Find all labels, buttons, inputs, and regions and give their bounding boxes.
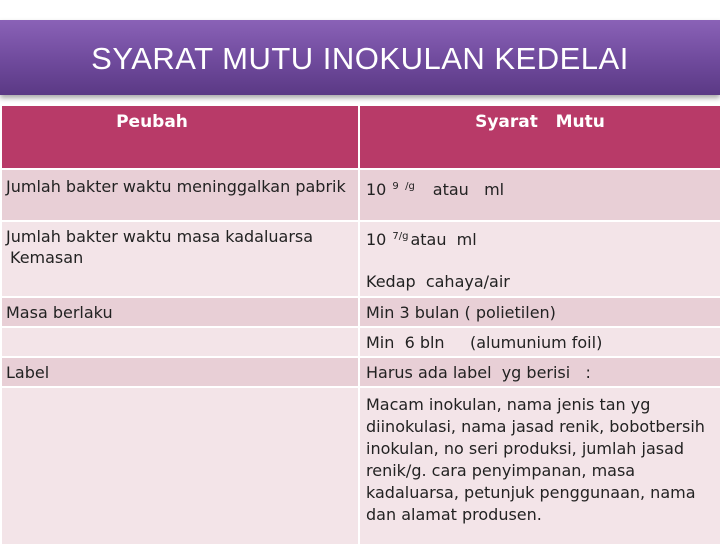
cell-syarat <box>359 221 720 297</box>
table-row <box>1 169 720 221</box>
header-peubah: Peubah <box>1 105 359 169</box>
cell-peubah <box>1 221 359 297</box>
cell-text: Jumlah bakter waktu masa kadaluarsa <box>6 227 314 246</box>
cell-text: Kedap cahaya/air <box>366 272 510 291</box>
cell-peubah: Masa berlaku <box>1 297 359 327</box>
superscript-exponent: 9 /g <box>392 181 415 192</box>
superscript-exponent: 7/g <box>392 231 409 242</box>
quality-requirements-table <box>0 104 720 546</box>
cell-text: 10 <box>366 230 387 249</box>
cell-syarat <box>359 169 720 221</box>
cell-peubah: Label <box>1 357 359 387</box>
cell-syarat: Min 3 bulan ( polietilen) <box>359 297 720 327</box>
table-row <box>1 387 720 545</box>
table-row <box>1 297 720 327</box>
cell-text: 10 <box>366 180 387 199</box>
table-row <box>1 357 720 387</box>
cell-text: atau ml <box>432 180 505 199</box>
header-syarat-mutu: Syarat Mutu <box>359 105 720 169</box>
cell-peubah <box>1 327 359 357</box>
cell-syarat: Macam inokulan, nama jenis tan yg diinokulasi, nama jasad renik, bobotbersih inokulan, no seri produksi, jumlah jasad renik/g. cara penyimpanan, masa kadaluarsa, petunjuk penggunaan, nama dan alamat produsen. <box>359 387 720 545</box>
cell-peubah <box>1 387 359 545</box>
table-row <box>1 221 720 297</box>
cell-text: Kemasan <box>10 248 84 267</box>
slide-title: SYARAT MUTU INOKULAN KEDELAI <box>91 41 629 76</box>
table-header-row <box>1 105 720 169</box>
cell-text: Jumlah bakter waktu meninggalkan pabrik <box>6 177 346 196</box>
cell-syarat: Min 6 bln (alumunium foil) <box>359 327 720 357</box>
cell-text: atau ml <box>410 230 477 249</box>
cell-syarat: Harus ada label yg berisi : <box>359 357 720 387</box>
cell-peubah <box>1 169 359 221</box>
table-row <box>1 327 720 357</box>
